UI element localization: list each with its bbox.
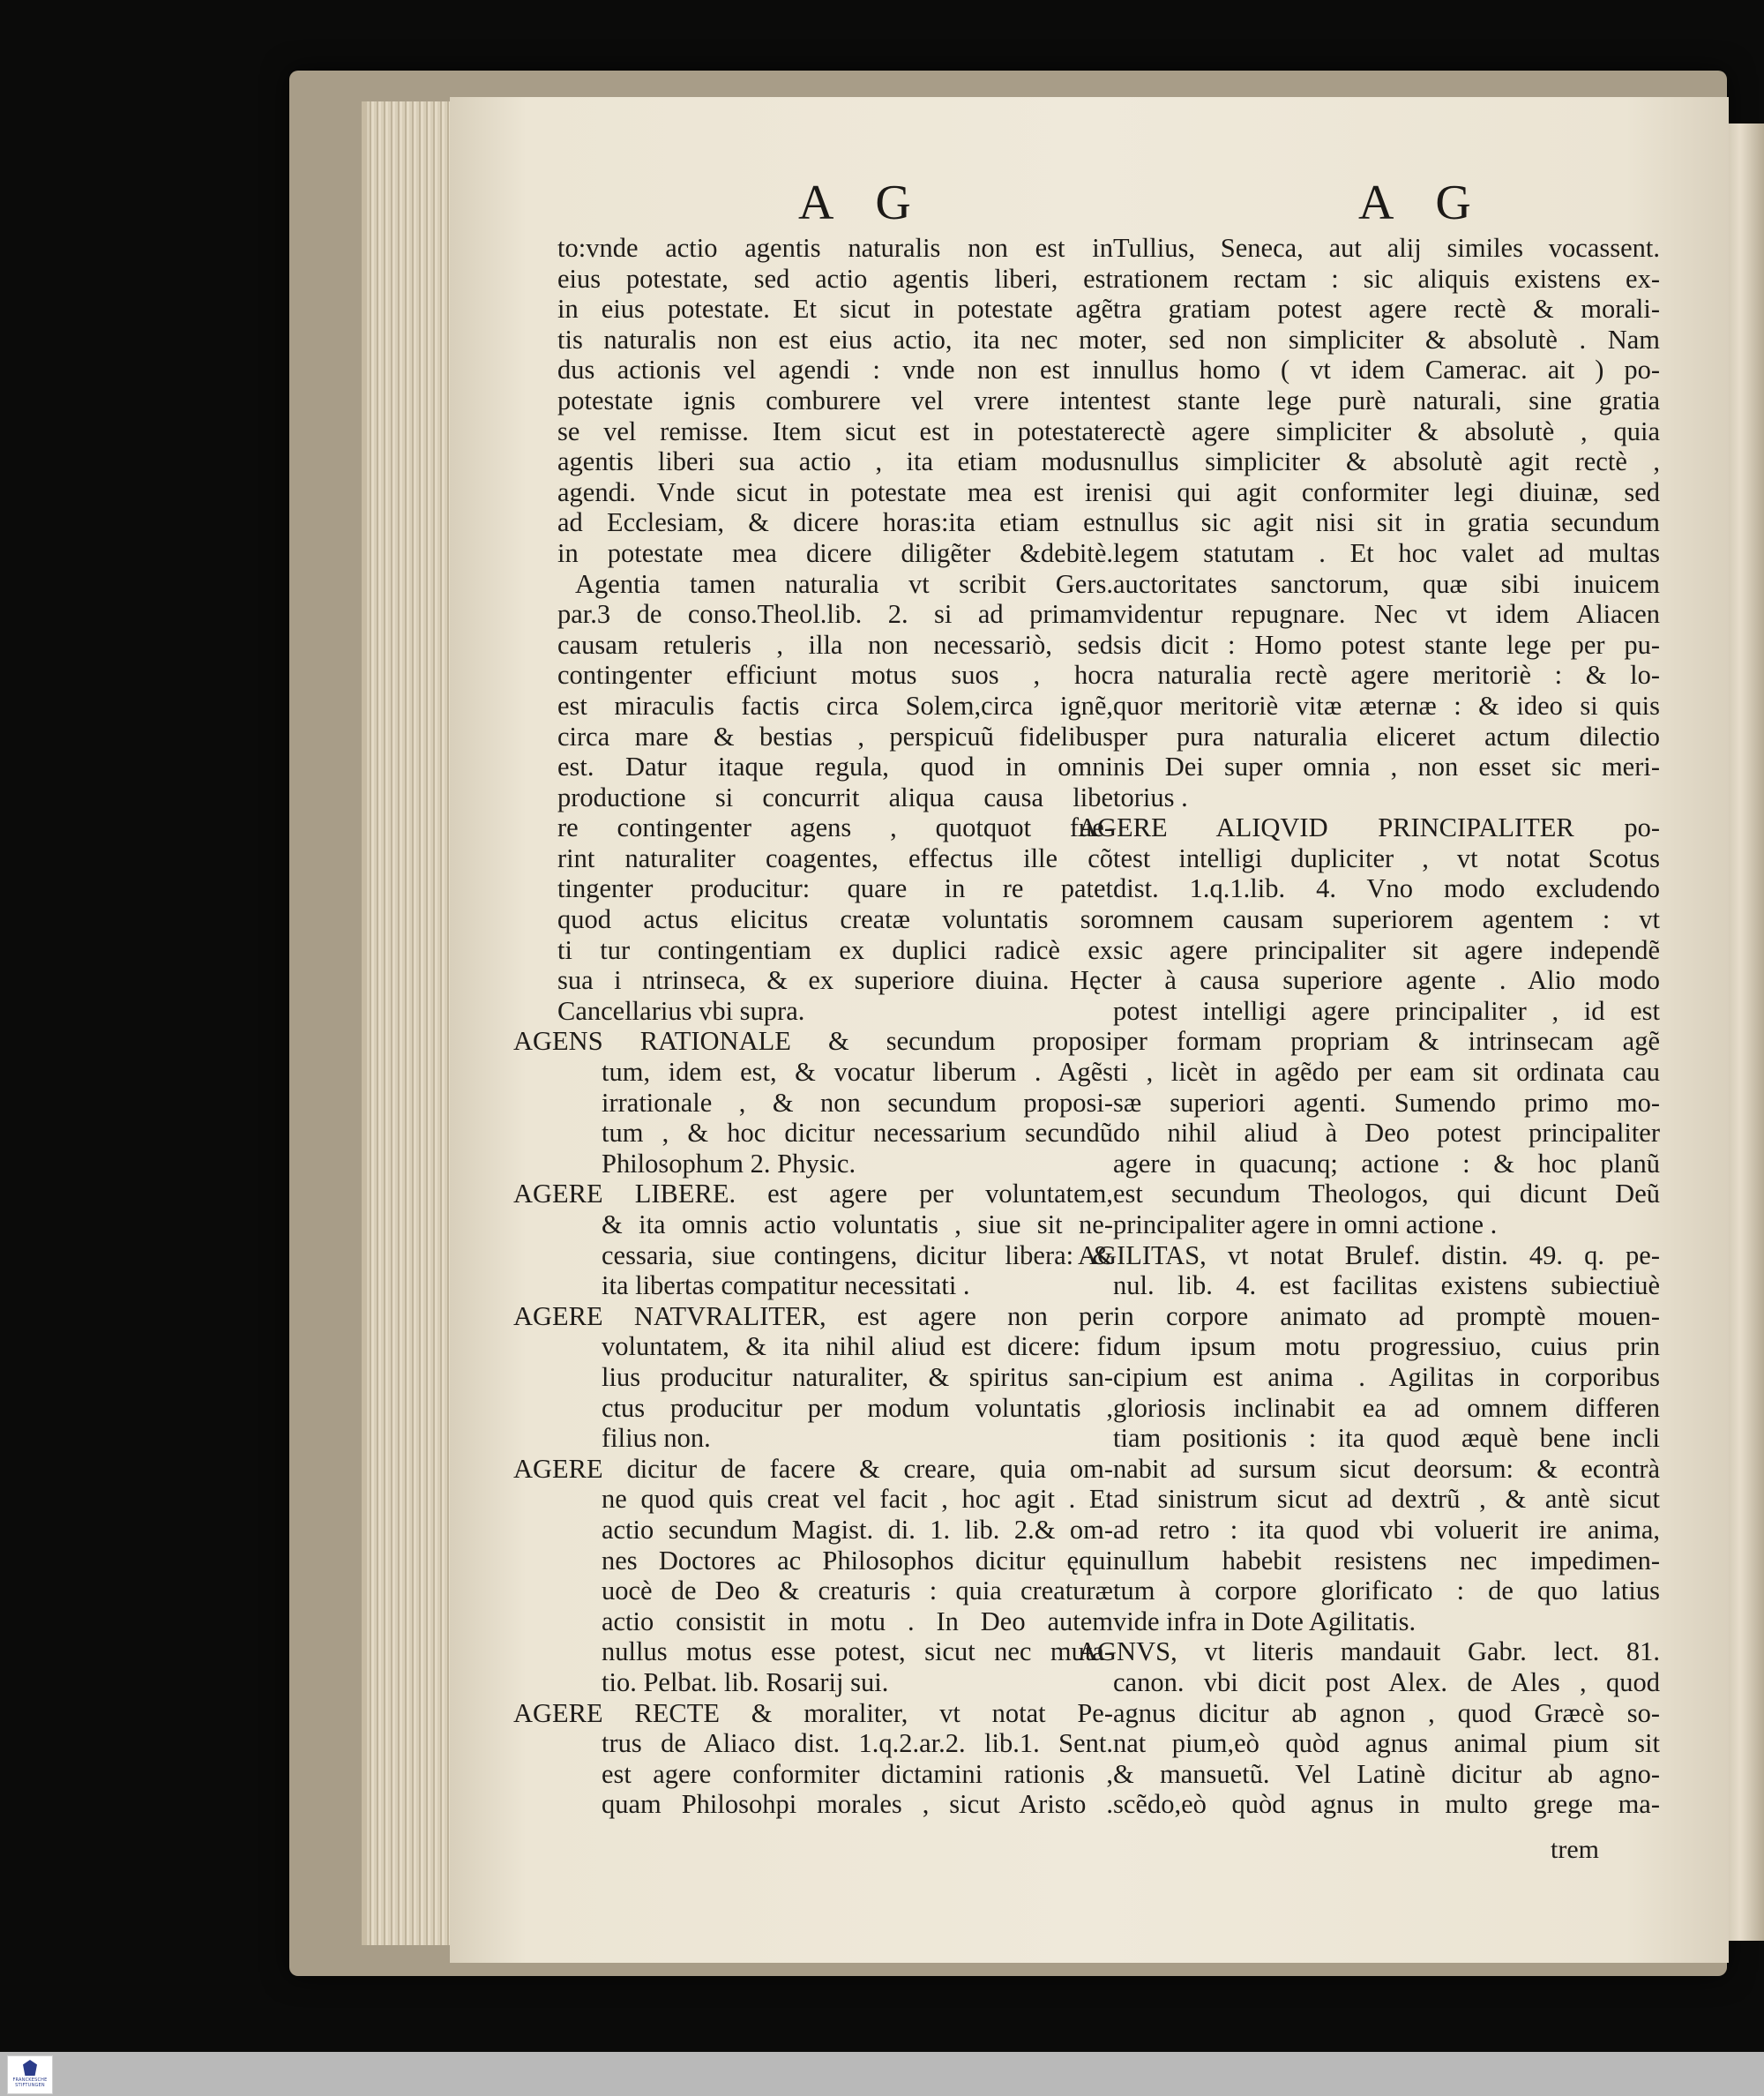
text-line: do nihil aliud à Deo potest principaliter — [1113, 1118, 1660, 1149]
text-line: dus actionis vel agendi : vnde non est in — [557, 355, 1113, 386]
text-line: est miraculis factis circa Solem,circa ignẽ, — [557, 690, 1113, 721]
text-line: circa mare & bestias , perspicuũ fidelibus — [557, 721, 1113, 752]
text-line: quod actus elicitus creatæ voluntatis sor — [557, 904, 1113, 935]
text-line: & mansuetũ. Vel Latinè dicitur ab agno- — [1113, 1758, 1660, 1789]
text-line: ctus producitur per modum voluntatis , — [602, 1392, 1113, 1423]
text-line: videntur repugnare. Nec vt idem Aliacen — [1113, 599, 1660, 630]
text-line: per pura naturalia eliceret actum dilectio — [1113, 721, 1660, 752]
text-line: AGERE dicitur de facere & creare, quia om- — [513, 1453, 1113, 1484]
text-line: test intelligi dupliciter , vt notat Scotus — [1113, 842, 1660, 873]
text-line: tiam positionis : ita quod æquè bene incli — [1113, 1423, 1660, 1454]
text-line: agnus dicitur ab agnon , quod Græcè so- — [1113, 1697, 1660, 1728]
text-line: cipium est anima . Agilitas in corporibus — [1113, 1361, 1660, 1392]
text-line: quor meritoriè vitæ æternæ : & ideo si quis — [1113, 690, 1660, 721]
text-line: canon. vbi dicit post Alex. de Ales , quod — [1113, 1666, 1660, 1697]
text-line: tra gratiam potest agere rectè & morali- — [1113, 294, 1660, 325]
text-line: se vel remisse. Item sicut est in potestate — [557, 415, 1113, 446]
text-line: Agentia tamen naturalia vt scribit Gers. — [575, 568, 1113, 599]
text-line: agentis liberi sua actio , ita etiam modus — [557, 446, 1113, 477]
text-line: ad sinistrum sicut ad dextrũ , & antè sicut — [1113, 1484, 1660, 1515]
text-line: principaliter agere in omni actione . — [1113, 1209, 1498, 1239]
text-line: ad retro : ita quod vbi voluerit ire anima, — [1113, 1514, 1660, 1545]
text-line: AGENS RATIONALE & secundum proposi — [513, 1026, 1113, 1057]
text-line: ad Ecclesiam, & dicere horas:ita etiam est — [557, 507, 1113, 538]
library-crest-icon — [23, 2060, 37, 2076]
text-line: sis dicit : Homo potest stante lege per pu- — [1113, 629, 1660, 660]
text-line: AGNVS, vt literis mandauit Gabr. lect. 81. — [1078, 1636, 1660, 1667]
text-line: nisi qui agit conformiter legi diuinæ, sed — [1113, 476, 1660, 507]
text-line: eius potestate, sed actio agentis liberi, est — [557, 263, 1113, 294]
text-line: contingenter efficiunt motus suos , hoc — [557, 660, 1113, 691]
text-line: Cancellarius vbi supra. — [557, 995, 805, 1026]
text-line: cessaria, siue contingens, dicitur libera: & — [602, 1239, 1113, 1270]
text-line: sic agere principaliter sit agere independẽ — [1113, 934, 1660, 965]
right-column — [1078, 233, 1660, 1820]
text-line: in potestate mea dicere diligẽter &debitè. — [557, 537, 1113, 568]
text-line: ne quod quis creat vel facit , hoc agit . Et — [602, 1484, 1113, 1515]
footer-logo-text: FRANCKESCHE STIFTUNGEN — [12, 2077, 48, 2088]
text-line: test stante lege purè naturali, sine gratia — [1113, 385, 1660, 415]
text-line: to:vnde actio agentis naturalis non est in — [557, 233, 1113, 263]
text-line: nes Doctores ac Philosophos dicitur ęqui — [602, 1545, 1113, 1576]
text-line: nul. lib. 4. est facilitas existens subiectiuè — [1113, 1270, 1660, 1301]
text-line: tingenter producitur: quare in re patet — [557, 873, 1113, 904]
text-line: AGERE NATVRALITER, est agere non per — [513, 1300, 1113, 1331]
text-line: nullum habebit resistens nec impedimen- — [1113, 1545, 1660, 1576]
text-line: ter à causa superiore agente . Alio modo — [1113, 965, 1660, 996]
text-line: in corpore animato ad promptè mouen- — [1113, 1300, 1660, 1331]
text-line: Philosophum 2. Physic. — [602, 1148, 856, 1179]
text-line: nullus homo ( vt idem Camerac. ait ) po- — [1113, 355, 1660, 386]
left-column — [513, 233, 1113, 1820]
viewer-footer-bar — [0, 2052, 1764, 2096]
text-line: lius producitur naturaliter, & spiritus san- — [602, 1361, 1113, 1392]
text-line: Tullius, Seneca, aut alij similes vocassent. — [1113, 233, 1660, 263]
text-line: sua i ntrinseca, & ex superiore diuina. Hęc — [557, 965, 1113, 996]
text-line: tis naturalis non est eius actio, ita nec mo — [557, 324, 1113, 355]
text-line: actio consistit in motu . In Deo autem — [602, 1606, 1113, 1636]
text-line: sæ superiori agenti. Sumendo primo mo- — [1113, 1087, 1660, 1118]
text-line: ti tur contingentiam ex duplici radicè ex — [557, 934, 1113, 965]
text-line: ita libertas compatitur necessitati . — [602, 1270, 970, 1301]
text-line: quam Philosohpi morales , sicut Aristo . — [602, 1789, 1113, 1820]
text-line: causam retuleris , illa non necessariò, sed — [557, 629, 1113, 660]
text-line: nullus motus esse potest, sicut nec muta- — [602, 1636, 1113, 1667]
text-line: re contingenter agens , quotquot fue- — [557, 812, 1113, 843]
text-line: gloriosis inclinabit ea ad omnem differen — [1113, 1392, 1660, 1423]
text-line: nis Dei super omnia , non esset sic meri- — [1113, 752, 1660, 782]
text-line: torius . — [1113, 782, 1188, 812]
text-line: rationem rectam : sic aliquis existens ex- — [1113, 263, 1660, 294]
catchword: trem — [1551, 1835, 1599, 1864]
text-line: rint naturaliter coagentes, effectus ille cõ — [557, 842, 1113, 873]
right-page-edge — [1724, 124, 1764, 1941]
text-line: filius non. — [602, 1423, 711, 1454]
text-line: scẽdo,eò quòd agnus in multo grege ma- — [1113, 1789, 1660, 1820]
text-line: productione si concurrit aliqua causa libe — [557, 782, 1113, 812]
text-line: voluntatem, & ita nihil aliud est dicere: fi — [602, 1331, 1113, 1362]
text-line: ra naturalia rectè agere meritoriè : & lo- — [1113, 660, 1660, 691]
text-line: nabit ad sursum sicut deorsum: & econtrà — [1113, 1453, 1660, 1484]
text-line: trus de Aliaco dist. 1.q.2.ar.2. lib.1. Sent. — [602, 1728, 1113, 1759]
text-line: nat pium,eò quòd agnus animal pium sit — [1113, 1728, 1660, 1759]
text-line: potest intelligi agere principaliter , id est — [1113, 995, 1660, 1026]
text-line: auctoritates sanctorum, quæ sibi inuicem — [1113, 568, 1660, 599]
text-line: est. Datur itaque regula, quod in omni — [557, 752, 1113, 782]
text-line: tum , & hoc dicitur necessarium secundũ — [602, 1118, 1113, 1149]
text-line: tum, idem est, & vocatur liberum . Agẽs — [602, 1057, 1113, 1088]
text-line: ti , licèt in agẽdo per eam sit ordinata cau — [1113, 1057, 1660, 1088]
text-line: AGERE ALIQVID PRINCIPALITER po- — [1078, 812, 1660, 843]
text-line: est secundum Theologos, qui dicunt Deũ — [1113, 1179, 1660, 1209]
text-line: tum à corpore glorificato : de quo latius — [1113, 1576, 1660, 1606]
text-line: dum ipsum motu progressiuo, cuius prin — [1113, 1331, 1660, 1362]
text-line: nullus simpliciter & absolutè agit rectè , — [1113, 446, 1660, 477]
running-head-right: A G — [1358, 176, 1487, 230]
text-line: agendi. Vnde sicut in potestate mea est ire — [557, 476, 1113, 507]
text-line: vide infra in Dote Agilitatis. — [1113, 1606, 1416, 1636]
text-line: nullus sic agit nisi sit in gratia secundum — [1113, 507, 1660, 538]
text-line: rectè agere simpliciter & absolutè , quia — [1113, 415, 1660, 446]
text-line: per formam propriam & intrinsecam agẽ — [1113, 1026, 1660, 1057]
text-line: actio secundum Magist. di. 1. lib. 2.& om- — [602, 1514, 1113, 1545]
text-line: omnem causam superiorem agentem : vt — [1113, 904, 1660, 935]
text-line: legem statutam . Et hoc valet ad multas — [1113, 537, 1660, 568]
text-line: in eius potestate. Et sicut in potestate agẽ — [557, 294, 1113, 325]
footer-logo[interactable] — [7, 2055, 53, 2094]
text-line: par.3 de conso.Theol.lib. 2. si ad primam — [557, 599, 1113, 630]
text-line: ter, sed non simpliciter & absolutè . Nam — [1113, 324, 1660, 355]
text-line: AGERE LIBERE. est agere per voluntatem, — [513, 1179, 1113, 1209]
text-line: dist. 1.q.1.lib. 4. Vno modo excludendo — [1113, 873, 1660, 904]
text-line: est agere conformiter dictamini rationis , — [602, 1758, 1113, 1789]
text-line: irrationale , & non secundum proposi- — [602, 1087, 1113, 1118]
text-line: AGERE RECTE & moraliter, vt notat Pe- — [513, 1697, 1113, 1728]
text-line: uocè de Deo & creaturis : quia creaturæ — [602, 1576, 1113, 1606]
text-line: & ita omnis actio voluntatis , siue sit ne- — [602, 1209, 1113, 1239]
text-line: AGILITAS, vt notat Brulef. distin. 49. q. pe- — [1078, 1239, 1660, 1270]
text-line: tio. Pelbat. lib. Rosarij sui. — [602, 1666, 889, 1697]
text-line: agere in quacunq; actione : & hoc planũ — [1113, 1148, 1660, 1179]
running-head-left: A G — [798, 176, 927, 230]
text-line: potestate ignis comburere vel vrere inten — [557, 385, 1113, 415]
